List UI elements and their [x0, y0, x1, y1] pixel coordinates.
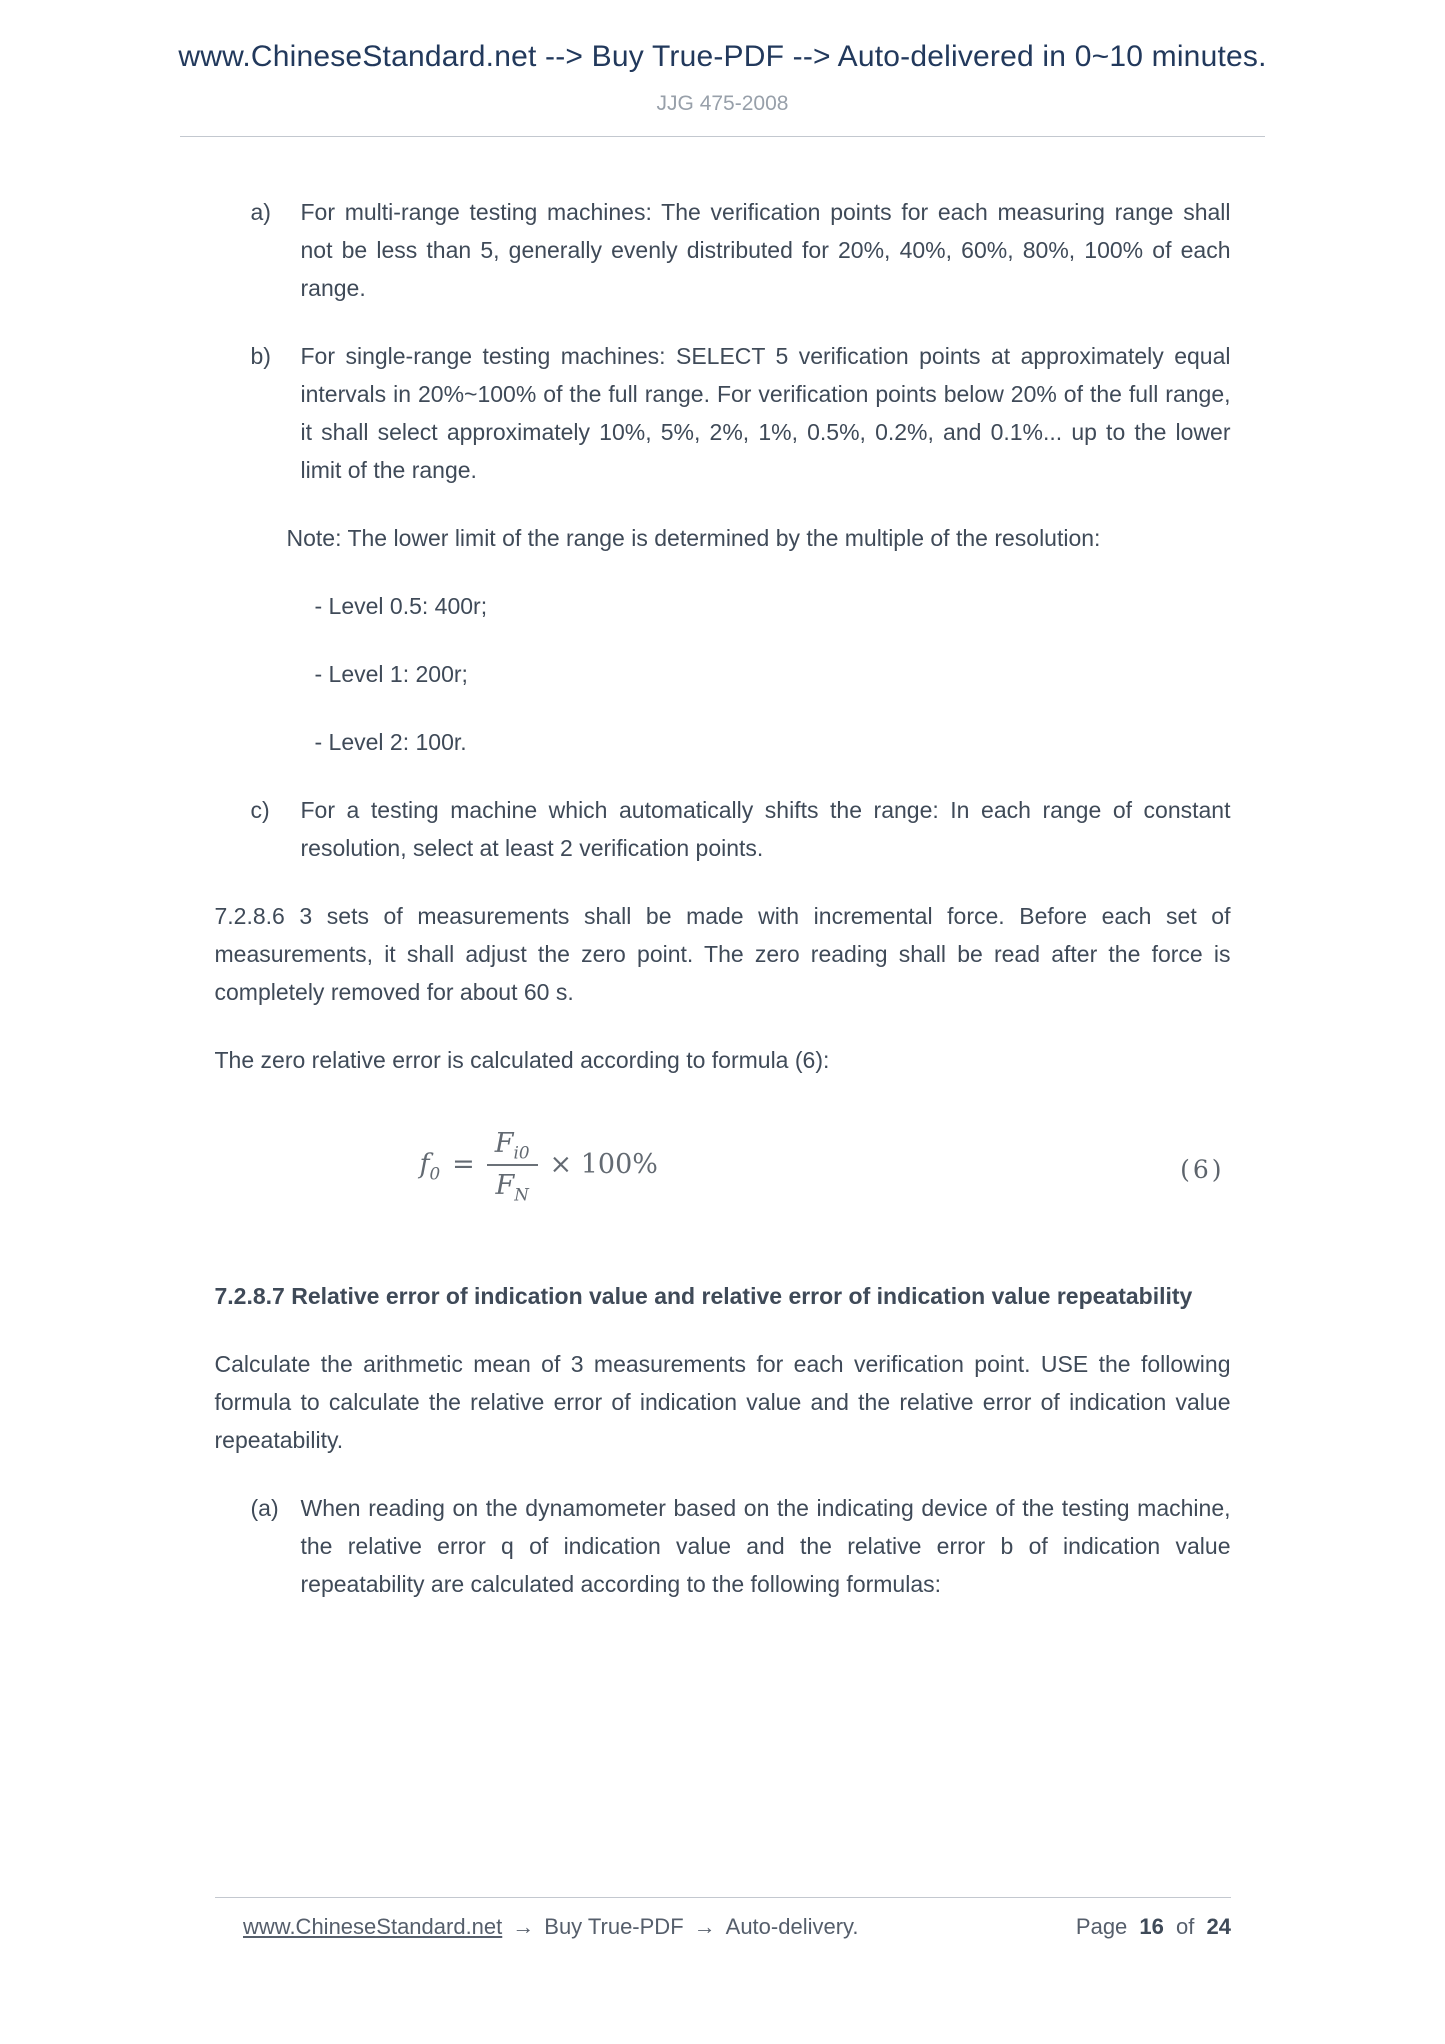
list-item-b-marker: b) — [250, 343, 271, 369]
formula-lhs: $f_0$ — [419, 1149, 441, 1184]
document-body — [215, 193, 1231, 1603]
list-item-b-text: For single-range testing machines: SELECT 5 verification points at approximately equal intervals in 20%~100% of the full range. For verification points below 20% of the full range, it shall select approximately 10%, 5%, 2%, 1%, 0.5%, 0.2%, and 0.1%... up to the lower limit of the range. — [300, 343, 1231, 483]
list-item-a2-text: When reading on the dynamometer based on the indicating device of the testing machine, the relative error q of indication value and the relative error b of indication value repeatability are calculated according to the following formulas: — [300, 1495, 1231, 1597]
list-item-a-marker: a) — [250, 199, 271, 225]
list-item-a2 — [251, 1489, 1231, 1603]
level-line-0-5: - Level 0.5: 400r; — [314, 593, 488, 619]
arrow-icon: → — [693, 1914, 716, 1939]
footer-delivery-text: Auto-delivery. — [725, 1914, 859, 1939]
formula-fraction — [487, 1127, 538, 1203]
fraction-denominator: $F_N$ — [495, 1170, 529, 1205]
paragraph-zero-error: The zero relative error is calculated according to formula (6): — [214, 1047, 830, 1073]
formula-6-row — [215, 1121, 1231, 1229]
formula-6-expression — [420, 1127, 670, 1203]
level-line-2: - Level 2: 100r. — [314, 729, 467, 755]
paragraph-calculate: Calculate the arithmetic mean of 3 measurements for each verification point. USE the following formula to calculate the relative error of indication value and the relative error of indication value repeatability. — [214, 1351, 1231, 1453]
list-item-a2-marker: (a) — [250, 1495, 279, 1521]
list-item-a — [251, 193, 1231, 307]
equation-number: (6) — [1180, 1155, 1225, 1184]
arrow-icon: → — [512, 1914, 535, 1939]
multiplier-term: × 100% — [549, 1149, 658, 1181]
list-item-a-text: For multi-range testing machines: The verification points for each measuring range shall not be less than 5, generally evenly distributed for 20%, 40%, 60%, 80%, 100% of each range. — [300, 199, 1231, 301]
fraction-numerator: $F_{i0}$ — [487, 1127, 538, 1166]
page-indicator — [1070, 1914, 1231, 1940]
footer-buy-text: Buy True-PDF — [544, 1914, 684, 1939]
level-line-1: - Level 1: 200r; — [314, 661, 468, 687]
paragraph-7-2-8-6: 7.2.8.6 3 sets of measurements shall be made with incremental force. Before each set of measurements, it shall adjust the zero point. The zero reading shall be read after the force is completely removed for about 60 s. — [214, 903, 1231, 1005]
header-divider — [180, 136, 1265, 137]
note-paragraph: Note: The lower limit of the range is determined by the multiple of the resolution: — [286, 525, 1101, 551]
heading-7-2-8-7: 7.2.8.7 Relative error of indication value and relative error of indication value repeatability — [214, 1283, 1193, 1309]
footer-site-link[interactable]: www.ChineseStandard.net — [243, 1914, 503, 1939]
page-total: 24 — [1206, 1914, 1231, 1939]
list-item-b — [251, 337, 1231, 489]
list-item-c-text: For a testing machine which automatically shifts the range: In each range of constant resolution, select at least 2 verification points. — [300, 797, 1231, 861]
of-label: of — [1176, 1914, 1195, 1939]
footer-promo — [215, 1914, 859, 1940]
equals-sign: = — [452, 1149, 475, 1181]
document-number: JJG 475-2008 — [656, 92, 789, 115]
list-item-c — [251, 791, 1231, 867]
page-current: 16 — [1139, 1914, 1164, 1939]
page-footer — [215, 1897, 1231, 1940]
list-item-c-marker: c) — [250, 797, 270, 823]
page-label: Page — [1075, 1914, 1128, 1939]
site-banner: www.ChineseStandard.net --> Buy True-PDF --> Auto-delivered in 0~10 minutes. — [178, 40, 1267, 73]
